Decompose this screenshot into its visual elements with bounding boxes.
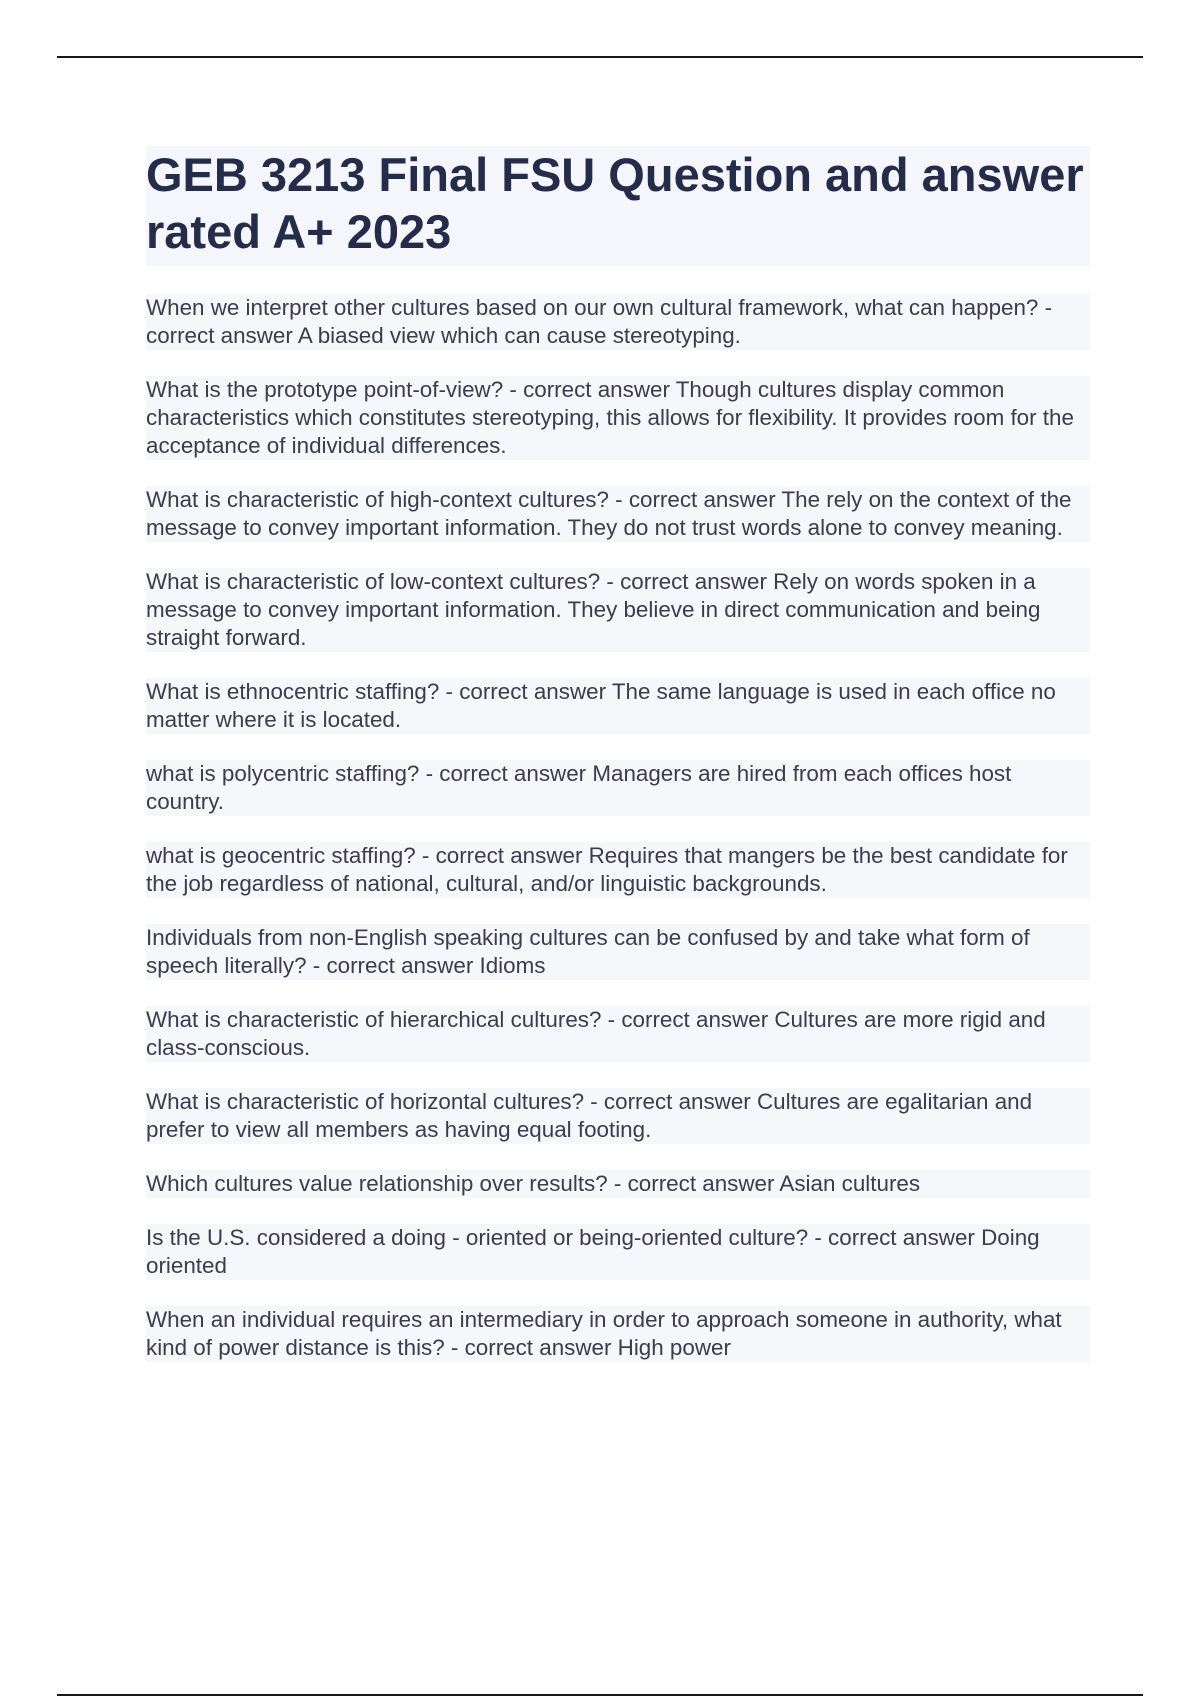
qa-item: What is characteristic of high-context cultures? - correct answer The rely on the context of the message to convey important information. They do not trust words alone to convey meaning. [146,486,1090,542]
document-title: GEB 3213 Final FSU Question and answer rated A+ 2023 [146,148,1084,258]
qa-item: what is geocentric staffing? - correct answer Requires that mangers be the best candidate for the job regardless of national, cultural, and/or linguistic backgrounds. [146,842,1090,898]
header-rule [57,56,1143,58]
qa-list [146,294,1090,1362]
document-body [146,146,1090,1388]
title-band [146,146,1090,266]
qa-item: What is characteristic of hierarchical cultures? - correct answer Cultures are more rigid and class-conscious. [146,1006,1090,1062]
qa-item: What is the prototype point-of-view? - correct answer Though cultures display common characteristics which constitutes stereotyping, this allows for flexibility. It provides room for the acceptance of individual differences. [146,376,1090,460]
qa-item: Is the U.S. considered a doing - oriented or being-oriented culture? - correct answer Doing oriented [146,1224,1090,1280]
qa-item: When an individual requires an intermediary in order to approach someone in authority, what kind of power distance is this? - correct answer High power [146,1306,1090,1362]
footer-rule [57,1694,1143,1696]
qa-item: what is polycentric staffing? - correct answer Managers are hired from each offices host country. [146,760,1090,816]
qa-item: Which cultures value relationship over results? - correct answer Asian cultures [146,1170,1090,1198]
qa-item: What is characteristic of low-context cultures? - correct answer Rely on words spoken in a message to convey important information. They believe in direct communication and being straight forward. [146,568,1090,652]
qa-item: What is ethnocentric staffing? - correct answer The same language is used in each office no matter where it is located. [146,678,1090,734]
qa-item: Individuals from non-English speaking cultures can be confused by and take what form of speech literally? - correct answer Idioms [146,924,1090,980]
qa-item: When we interpret other cultures based on our own cultural framework, what can happen? - correct answer A biased view which can cause stereotyping. [146,294,1090,350]
qa-item: What is characteristic of horizontal cultures? - correct answer Cultures are egalitarian and prefer to view all members as having equal footing. [146,1088,1090,1144]
